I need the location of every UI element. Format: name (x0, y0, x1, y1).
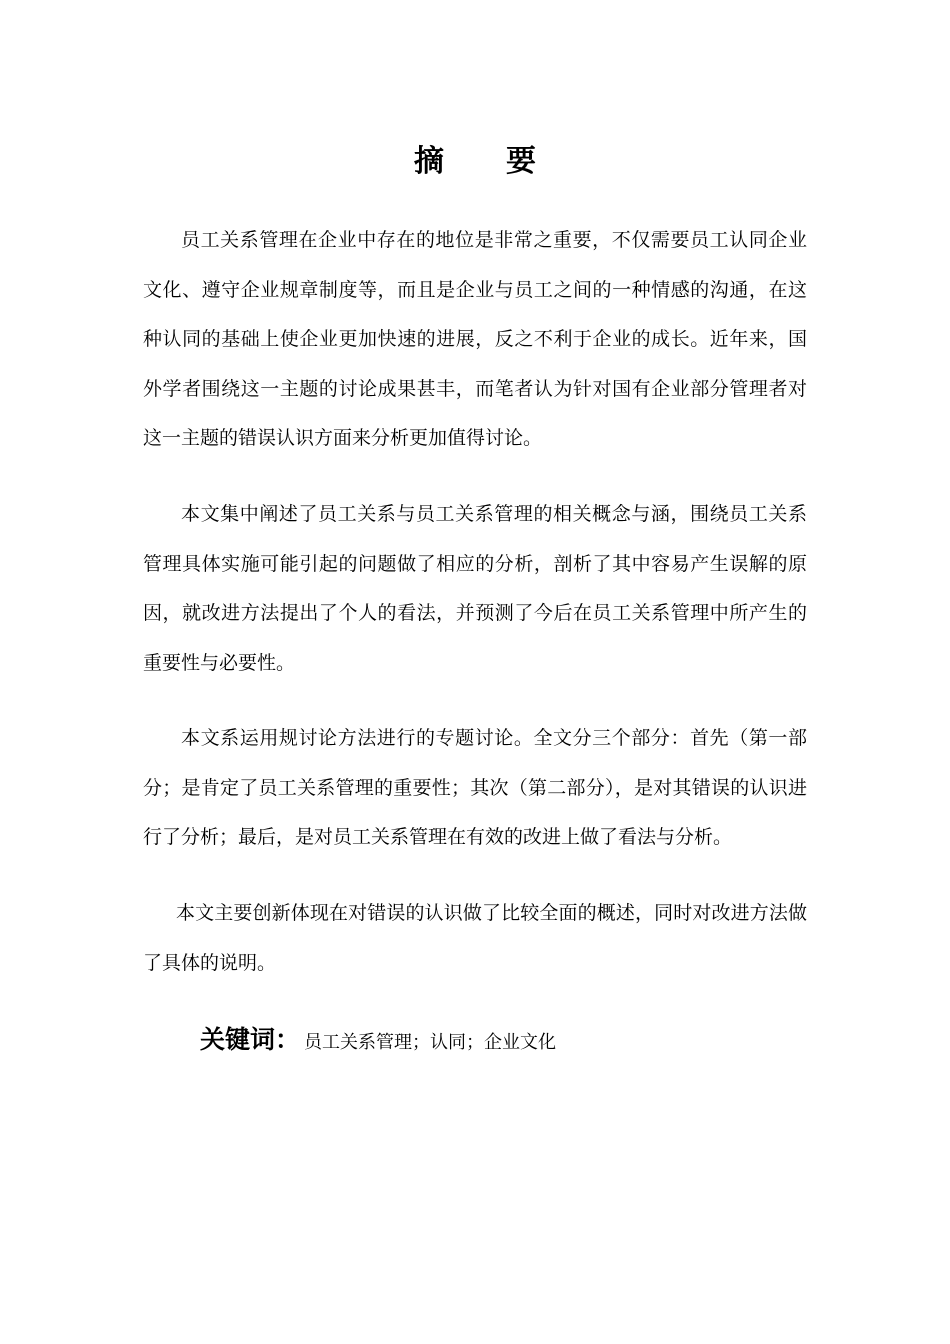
title-char-2: 要 (506, 144, 536, 180)
abstract-paragraph-2: 本文集中阐述了员工关系与员工关系管理的相关概念与涵，围绕员工关系管理具体实施可能引起的问题做了相应的分析，剖析了其中容易产生误解的原因，就改进方法提出了个人的看法，并预测了今后在员工关系管理中所产生的重要性与必要性。 (143, 503, 807, 674)
abstract-paragraph-4: 本文主要创新体现在对错误的认识做了比较全面的概述，同时对改进方法做了具体的说明。 (143, 902, 807, 974)
page-title (0, 138, 950, 186)
title-char-1: 摘 (414, 144, 444, 180)
keywords-label: 关键词： (200, 1025, 301, 1054)
abstract-paragraph-1: 员工关系管理在企业中存在的地位是非常之重要，不仅需要员工认同企业文化、遵守企业规章制度等，而且是企业与员工之间的一种情感的沟通，在这种认同的基础上使企业更加快速的进展，反之不利于企业的成长。近年来，国外学者围绕这一主题的讨论成果甚丰，而笔者认为针对国有企业部分管理者对这一主题的错误认识方面来分析更加值得讨论。 (143, 229, 807, 449)
keywords-line (200, 1018, 556, 1065)
keywords-text: 员工关系管理；认同；企业文化 (304, 1032, 557, 1053)
abstract-paragraph-3: 本文系运用规讨论方法进行的专题讨论。全文分三个部分：首先（第一部分；是肯定了员工关系管理的重要性；其次（第二部分），是对其错误的认识进行了分析；最后，是对员工关系管理在有效的改进上做了看法与分析。 (143, 727, 807, 848)
